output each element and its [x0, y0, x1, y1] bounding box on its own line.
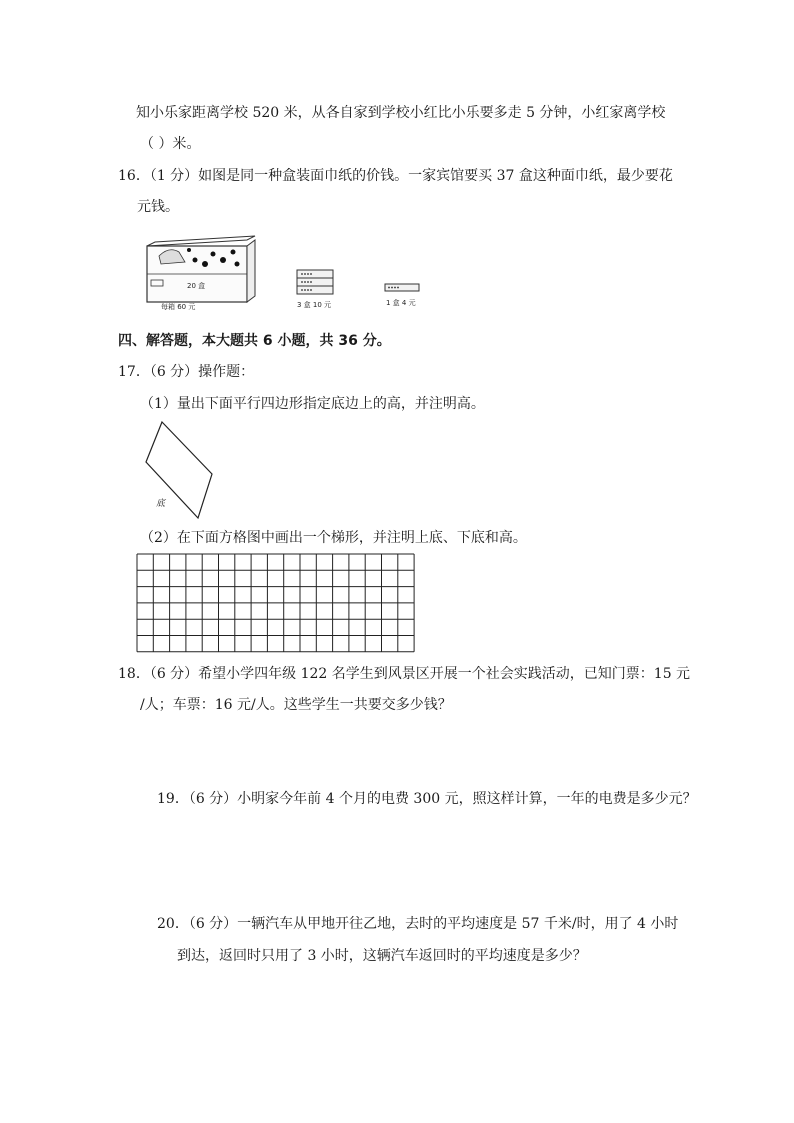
base-label: 底: [156, 499, 166, 509]
q17-title: 17．（6 分）操作题：: [118, 364, 255, 380]
single-box-figure: [385, 284, 419, 307]
q20-line2: 到达，返回时只用了 3 小时，这辆汽车返回时的平均速度是多少？: [177, 948, 587, 964]
q17-part1: （1）量出下面平行四边形指定底边上的高，并注明高。: [140, 396, 485, 412]
parallelogram-figure: [140, 418, 220, 522]
three-box-caption: 3 盒 10 元: [297, 301, 332, 309]
square-grid[interactable]: [136, 553, 418, 653]
tissue-price-figure: [143, 230, 443, 312]
big-box-label: 20 盒: [187, 282, 206, 290]
big-box-caption: 每箱 60 元: [161, 303, 196, 311]
q16-line2: 元钱。: [137, 199, 179, 215]
three-box-figure: [297, 270, 333, 309]
q18-line1: 18．（6 分）希望小学四年级 122 名学生到风景区开展一个社会实践活动，已知门票：15 元: [118, 666, 691, 682]
q17-part2: （2）在下面方格图中画出一个梯形，并注明上底、下底和高。: [140, 530, 527, 546]
q20-line1: 20．（6 分）一辆汽车从甲地开往乙地，去时的平均速度是 57 千米/时，用了 4 小时: [157, 916, 679, 932]
section-heading: 四、解答题，本大题共 6 小题，共 36 分。: [118, 333, 391, 349]
q15-line2: （ ）米。: [140, 136, 201, 152]
big-box-figure: [147, 236, 255, 311]
q19-line1: 19．（6 分）小明家今年前 4 个月的电费 300 元，照这样计算，一年的电费是多少元？: [157, 791, 697, 807]
q18-line2: /人；车票：16 元/人。这些学生一共要交多少钱？: [140, 697, 452, 713]
q16-line1: 16．（1 分）如图是同一种盒装面巾纸的价钱。一家宾馆要买 37 盒这种面巾纸，最少要花: [118, 168, 673, 184]
q15-line1: 知小乐家距离学校 520 米，从各自家到学校小红比小乐要多走 5 分钟，小红家离学校: [136, 105, 666, 121]
single-box-caption: 1 盒 4 元: [386, 299, 416, 307]
